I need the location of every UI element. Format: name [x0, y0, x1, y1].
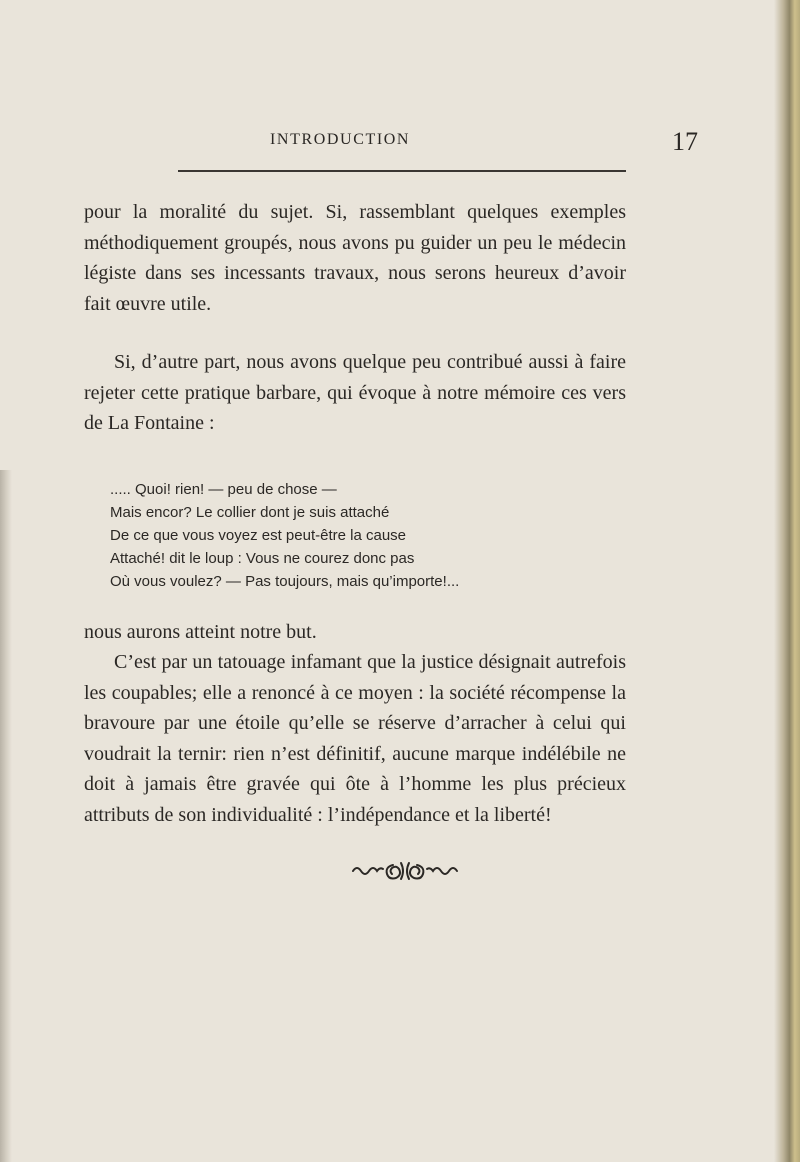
verse-quote [110, 478, 630, 593]
paragraph-1: pour la moralité du sujet. Si, rassemblant quelques exemples méthodiquement groupés, nous avons pu guider un peu le médecin légiste dans ses incessants travaux, nous serons heureux d’avoir fait œuvre utile. [84, 201, 626, 315]
fleuron-ornament-icon [349, 857, 461, 883]
paragraph-2: Si, d’autre part, nous avons quelque peu contribué aussi à faire rejeter cette pratique barbare, qui évoque à notre mémoire ces vers de La Fontaine : [84, 351, 626, 434]
verse-line: Où vous voulez? — Pas toujours, mais qu’importe!... [110, 573, 460, 590]
book-spine-edge [774, 0, 800, 1162]
page-number: 17 [672, 127, 698, 156]
page-left-shadow [0, 470, 12, 1162]
verse-line: De ce que vous voyez est peut-être la cause [110, 527, 407, 544]
page-header [178, 129, 718, 163]
paragraph-4: C’est par un tatouage infamant que la justice désignait autrefois les coupables; elle a renoncé à ce moyen : la société récompense la bravoure par une étoile qu’elle se réserve d’arracher à celui qui voudrait la ternir: rien n’est définitif, aucune marque indélébile ne doit à jamais être gravée qui ôte à l’homme les plus précieux attributs de son individualité : l’indépendance et la liberté! [84, 651, 626, 826]
header-rule [178, 170, 626, 172]
verse-line: Mais encor? Le collier dont je suis attaché [110, 504, 390, 521]
verse-line: Attaché! dit le loup : Vous ne courez donc pas [110, 550, 415, 567]
running-title: INTRODUCTION [270, 131, 411, 148]
paragraph-3: nous aurons atteint notre but. [84, 621, 317, 643]
verse-line: ..... Quoi! rien! — peu de chose — [110, 481, 337, 498]
